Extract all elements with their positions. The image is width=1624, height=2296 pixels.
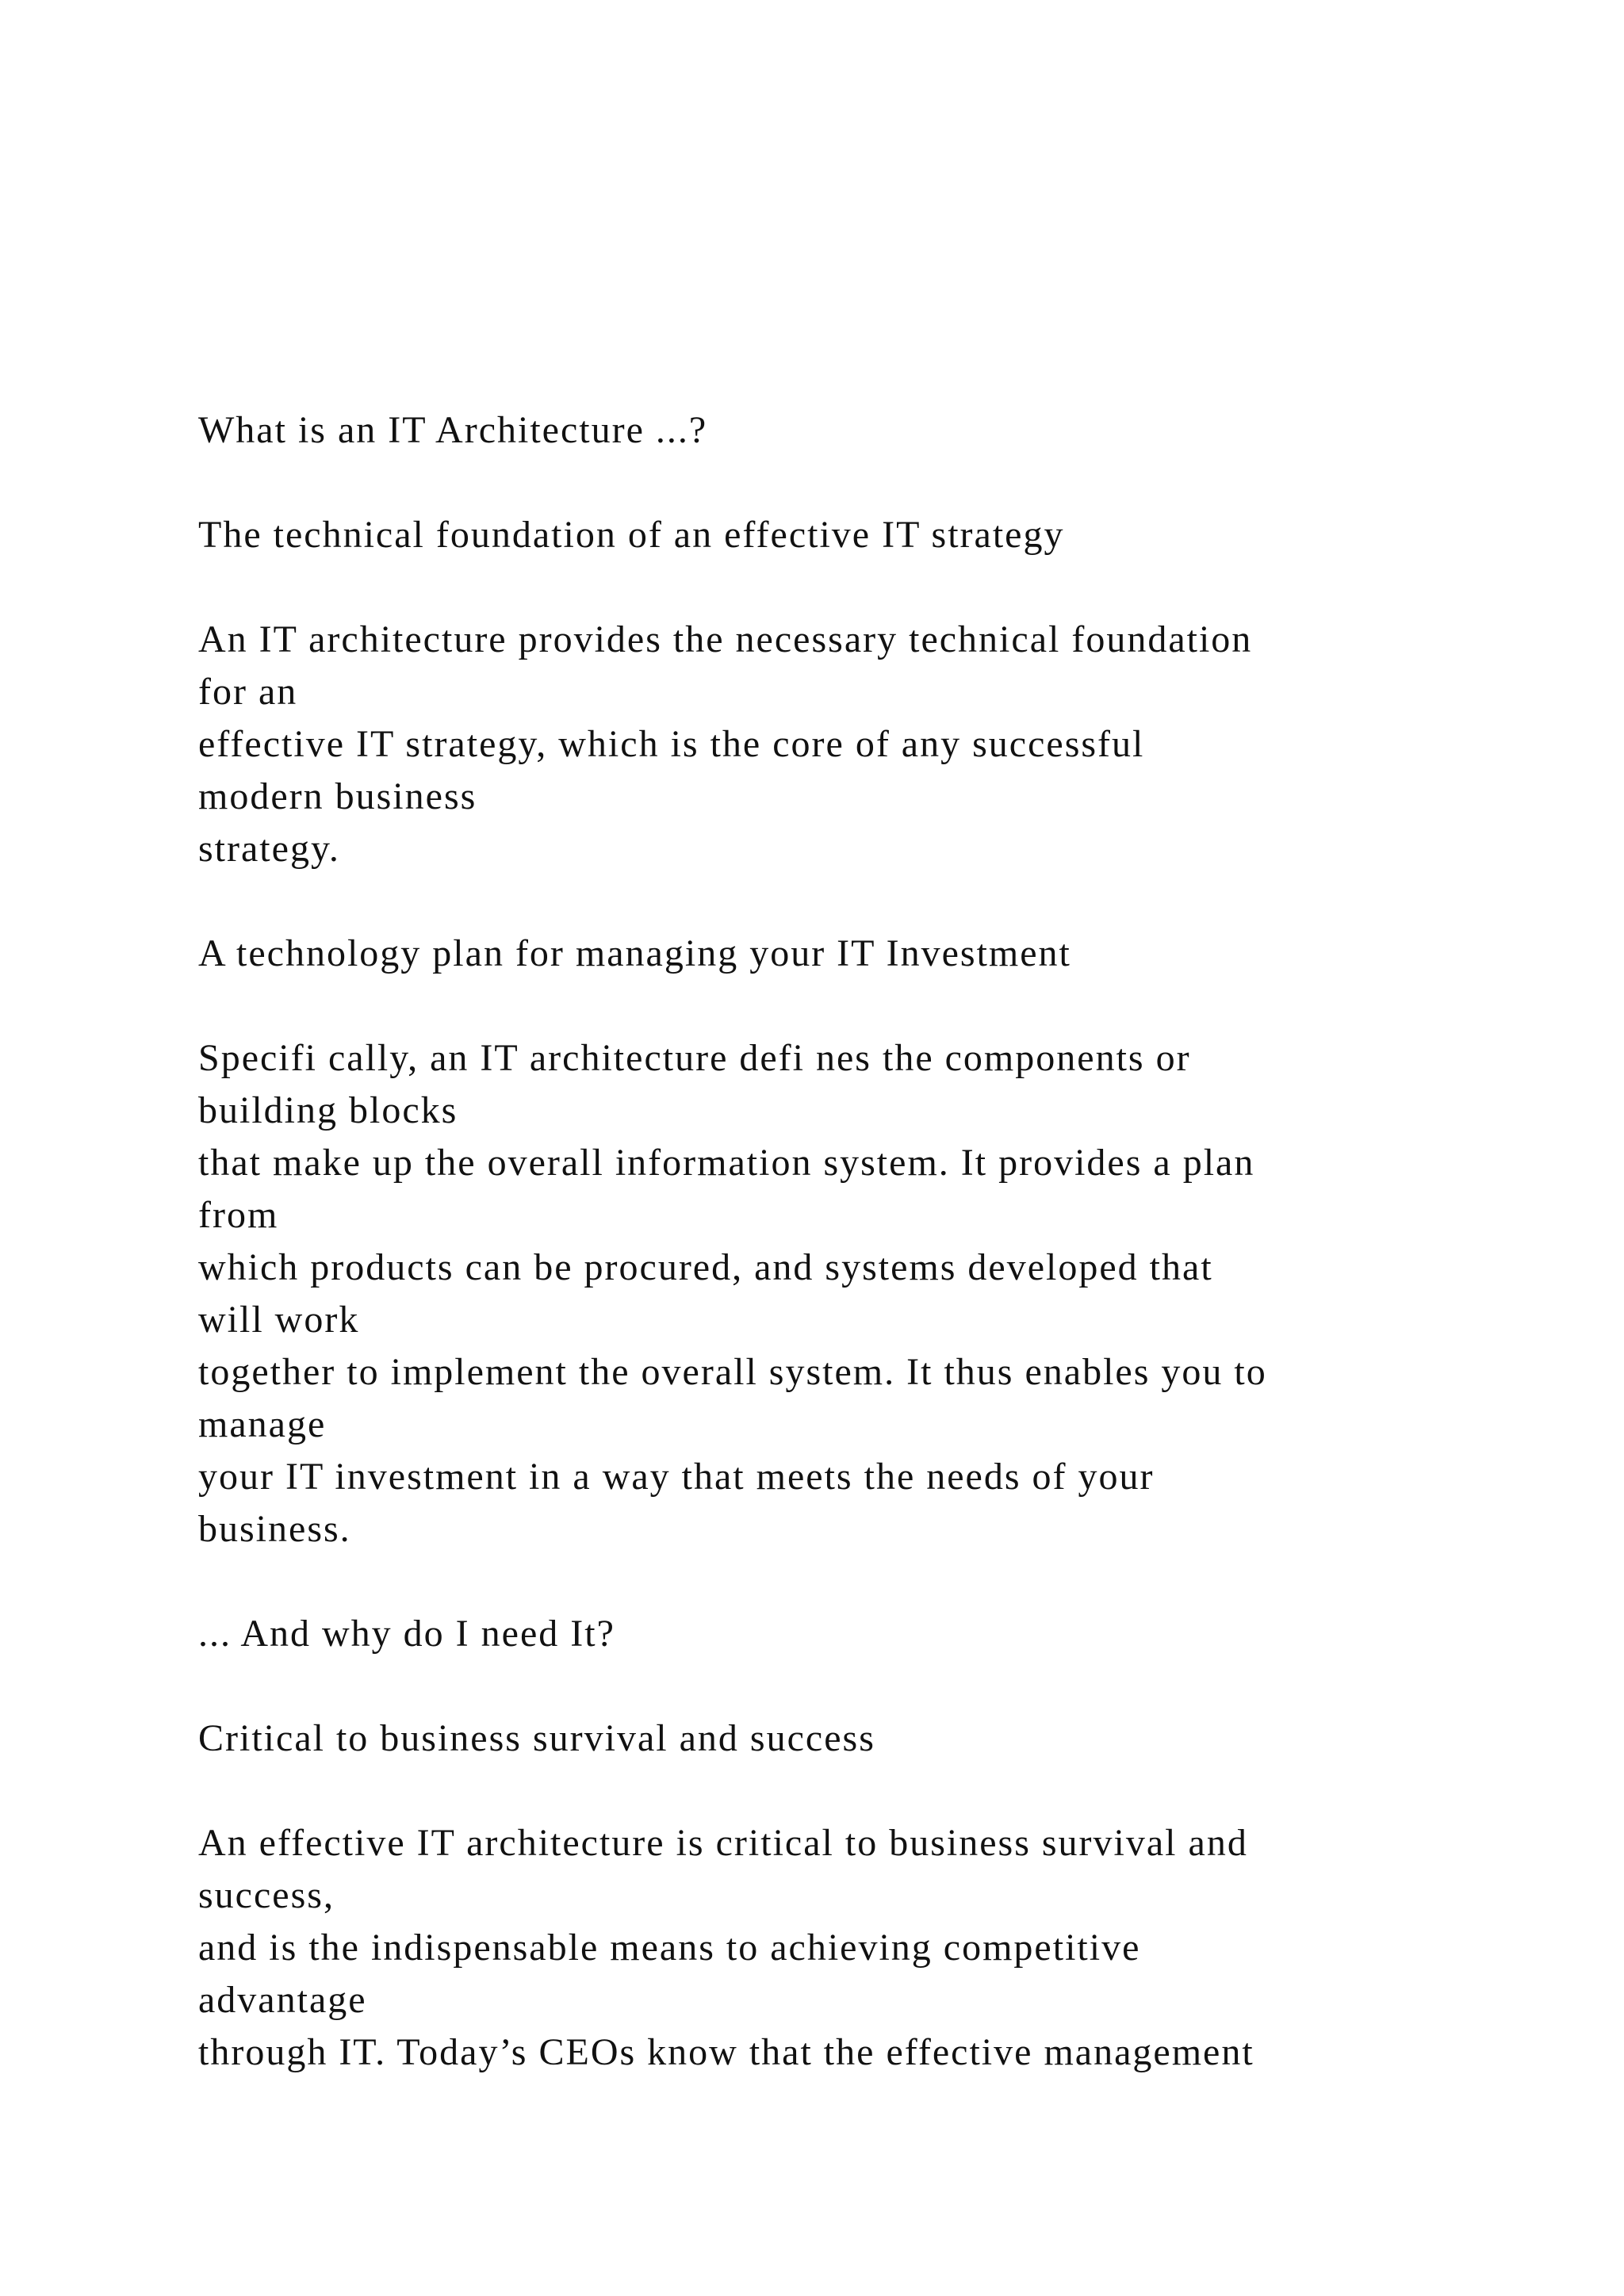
paragraph-2-line: manage [198,1403,327,1445]
paragraph-2-line: that make up the overall information system. It provides a plan [198,1142,1255,1184]
paragraph-2-line: Specifi cally, an IT architecture defi nes the components or [198,1037,1191,1079]
blank-line [198,1765,1546,1817]
subheading-technical-foundation: The technical foundation of an effective IT strategy [198,514,1065,556]
paragraph-1-line: strategy. [198,828,340,870]
paragraph-2-line: your IT investment in a way that meets the needs of your [198,1456,1155,1498]
paragraph-1-line: effective IT strategy, which is the core of any successful [198,723,1145,765]
paragraph-3-line: and is the indispensable means to achieving competitive [198,1927,1141,1969]
blank-line [198,980,1546,1032]
blank-line [198,875,1546,928]
blank-line [198,1556,1546,1608]
blank-line [198,561,1546,614]
subheading-critical-to-business: Critical to business survival and success [198,1717,875,1759]
paragraph-2-line: will work [198,1299,360,1341]
paragraph-2-line: from [198,1194,279,1236]
paragraph-3-line: through IT. Today’s CEOs know that the effective management [198,2031,1254,2073]
paragraph-2-line: building blocks [198,1089,458,1131]
paragraph-2-line: which products can be procured, and systems developed that [198,1246,1213,1288]
paragraph-1-line: modern business [198,775,477,817]
paragraph-1-line: An IT architecture provides the necessary technical foundation [198,618,1253,660]
document-text [198,404,1546,2079]
paragraph-3-line: An effective IT architecture is critical to business survival and [198,1822,1248,1864]
paragraph-2-line: business. [198,1508,351,1550]
heading-why-do-i-need-it: ... And why do I need It? [198,1613,615,1655]
paragraph-3-line: success, [198,1874,335,1916]
paragraph-3-line: advantage [198,1979,367,2021]
paragraph-1-line: for an [198,671,298,713]
paragraph-2-line: together to implement the overall system. It thus enables you to [198,1351,1267,1393]
subheading-technology-plan: A technology plan for managing your IT Investment [198,932,1071,974]
heading-what-is-it-architecture: What is an IT Architecture ...? [198,409,708,451]
blank-line [198,457,1546,509]
blank-line [198,1660,1546,1712]
